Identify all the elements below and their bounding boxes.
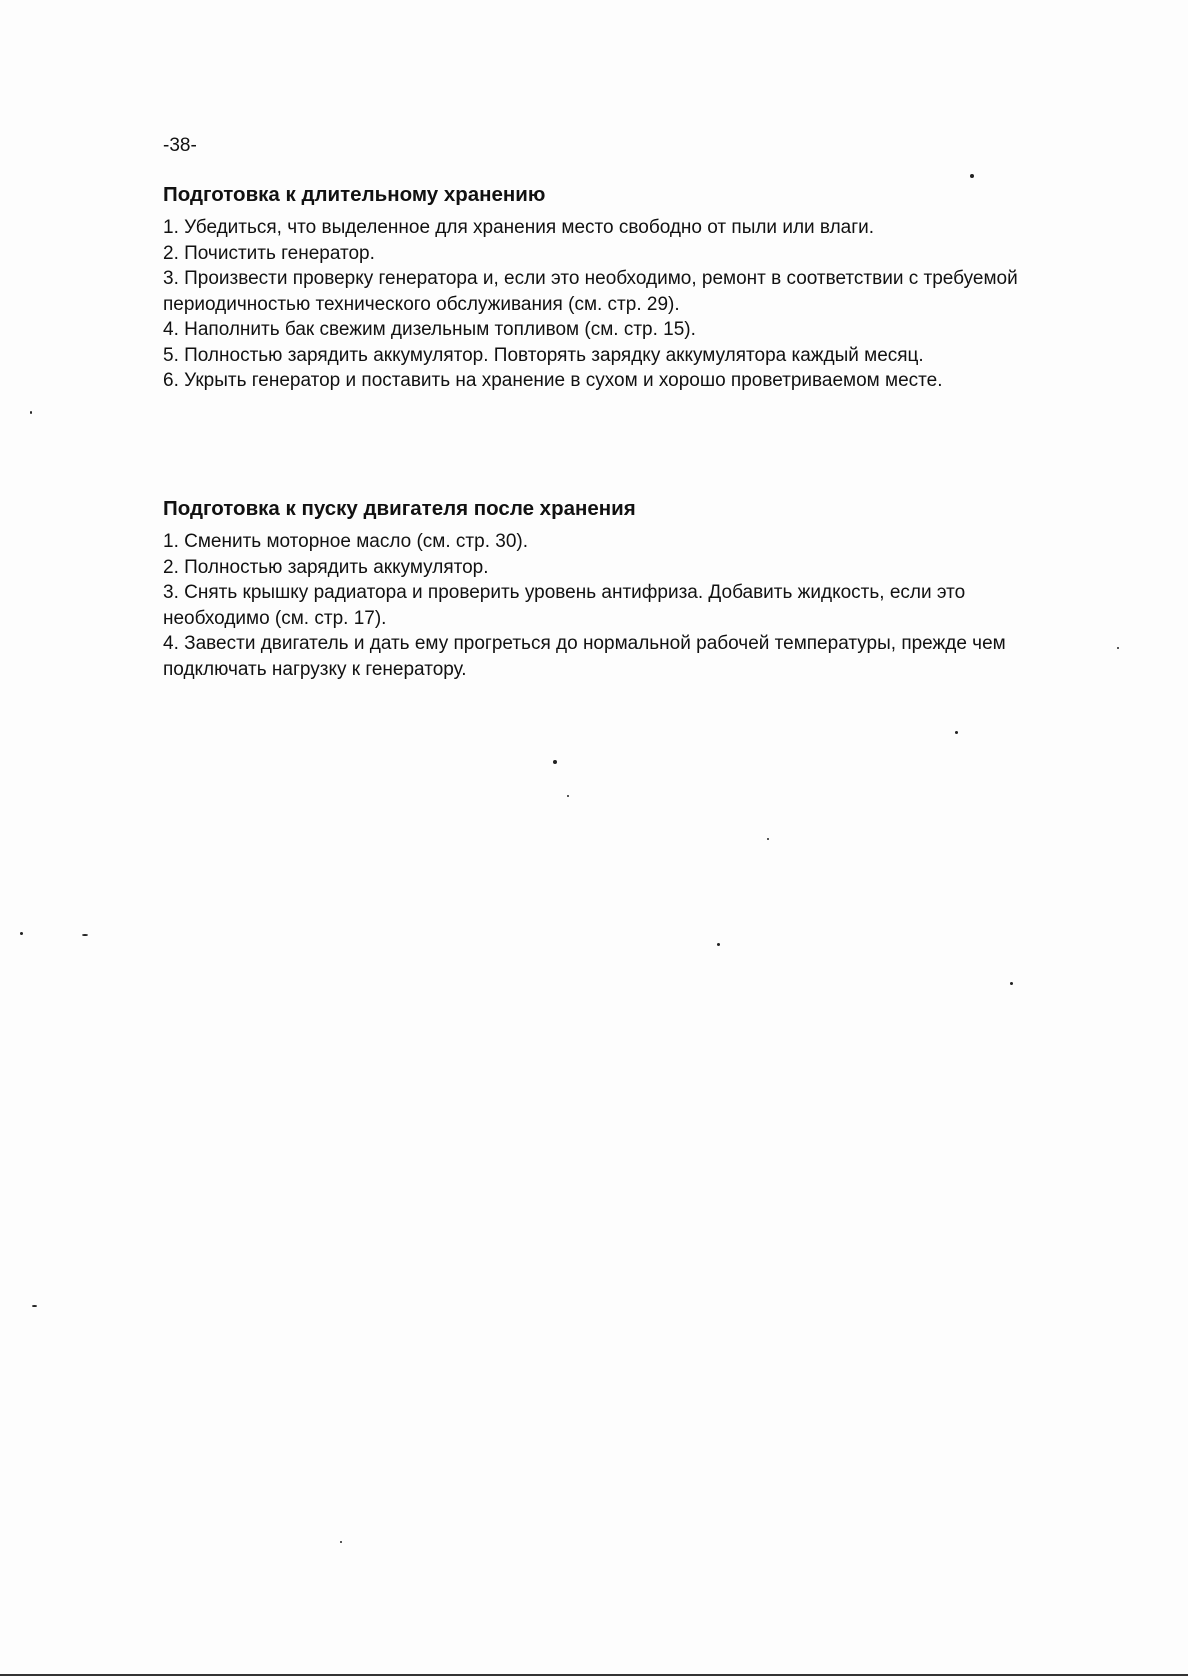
section-title: Подготовка к пуску двигателя после хранения	[163, 497, 636, 520]
scan-edge	[0, 1674, 1188, 1676]
scan-speck	[970, 174, 974, 178]
list-item: 5. Полностью зарядить аккумулятор. Повторять зарядку аккумулятора каждый месяц.	[163, 344, 924, 366]
list-item: 1. Сменить моторное масло (см. стр. 30).	[163, 531, 528, 552]
list-item: 2. Почистить генератор.	[163, 242, 375, 264]
scan-speck	[553, 760, 557, 764]
section-start-after-storage	[163, 495, 1023, 682]
scan-speck	[340, 1541, 342, 1543]
list-item: 3. Снять крышку радиатора и проверить уровень антифриза. Добавить жидкость, если это необходимо (см. стр. 17).	[163, 582, 966, 629]
list-item: 6. Укрыть генератор и поставить на хранение в сухом и хорошо проветриваемом месте.	[163, 370, 943, 391]
scan-speck	[567, 795, 569, 797]
scan-speck	[32, 1305, 37, 1307]
scan-speck	[1117, 647, 1119, 649]
section-long-term-storage	[163, 181, 1023, 394]
scan-speck	[717, 943, 720, 946]
section-title: Подготовка к длительному хранению	[163, 183, 546, 206]
scan-speck	[82, 934, 88, 936]
scan-speck	[20, 932, 23, 935]
list-item: 1. Убедиться, что выделенное для хранения место свободно от пыли или влаги.	[163, 217, 875, 238]
scan-speck	[30, 411, 32, 414]
scan-speck	[1010, 982, 1013, 985]
list-item: 4. Наполнить бак свежим дизельным топливом (см. стр. 15).	[163, 319, 696, 340]
page-number: -38-	[163, 135, 197, 156]
list-item: 4. Завести двигатель и дать ему прогреться до нормальной рабочей температуры, прежде чем подключать нагрузку к генератору.	[163, 633, 1006, 680]
list-item: 3. Произвести проверку генератора и, если это необходимо, ремонт в соответствии с требуемой периодичностью технического обслуживания (см. стр. 29).	[163, 268, 1018, 315]
list-item: 2. Полностью зарядить аккумулятор.	[163, 556, 489, 578]
scan-speck	[955, 731, 958, 734]
scan-speck	[767, 838, 769, 840]
